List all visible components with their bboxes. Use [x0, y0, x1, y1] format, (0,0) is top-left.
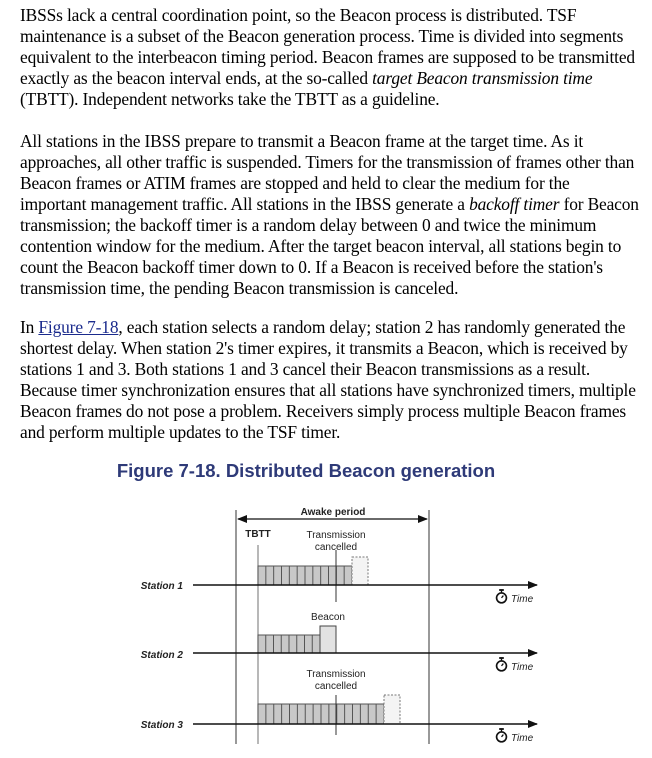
station-1-cancel-label-1: Transmission: [306, 530, 366, 541]
paragraph-backoff-timer: All stations in the IBSS prepare to transmit a Beacon frame at the target time. As it approaches, all other traffic is suspended. Timers for the transmission of frames other than Beacon frames or ATIM frames are stopped and held to clear the medium for the important management traffic. All stations in the IBSS generate a backoff timer for Beacon transmission; the backoff timer is a random delay between 0 and twice the minimum contention window for the medium. After the target beacon interval, all stations begin to count the Beacon backoff timer down to 0. If a Beacon is received before the station's transmission time, the pending Beacon transmission is canceled.: [20, 131, 639, 298]
station-3-cancel-label-2: cancelled: [314, 681, 358, 692]
station-2-time-label: Time: [511, 662, 534, 673]
paragraph-figure-explanation: In Figure 7-18, each station selects a random delay; station 2 has randomly generated the shortest delay. When station 2's timer expires, it transmits a Beacon, which is received by stations 1 and 3. Both stations 1 and 3 cancel their Beacon transmissions as a result. Because timer synchronization ensures that all stations have synchronized timers, multiple Beacon frames do not pose a problem. Receivers simply process multiple Beacon frames and perform multiple updates to the TSF timer.: [20, 317, 636, 442]
stopwatch-icon: [497, 657, 507, 671]
figure-link[interactable]: Figure 7-18: [38, 317, 119, 337]
stopwatch-icon: [497, 589, 507, 603]
station-1-timeline: [141, 530, 537, 605]
tbtt-label: TBTT: [245, 529, 271, 540]
station-3-cancel-label-1: Transmission: [306, 669, 366, 680]
awake-period-label: Awake period: [300, 507, 366, 518]
italic-term: backoff timer: [469, 194, 560, 214]
station-2-beacon-frame: [320, 626, 336, 653]
figure-caption: Figure 7-18. Distributed Beacon generation: [116, 460, 496, 481]
italic-term: target Beacon transmission time: [372, 68, 593, 88]
station-3-timeline: [141, 669, 537, 744]
stopwatch-icon: [497, 728, 507, 742]
station-3-backoff-slots: [258, 704, 384, 724]
station-2-beacon-label: Beacon: [311, 612, 345, 623]
distributed-beacon-diagram: [0, 495, 652, 758]
station-1-label: Station 1: [140, 581, 183, 592]
station-2-backoff-slots: [258, 635, 320, 653]
station-1-cancel-label-2: cancelled: [314, 542, 358, 553]
station-2-timeline: [141, 612, 537, 673]
station-1-backoff-slots: [258, 566, 352, 585]
paragraph-tbtt-intro: IBSSs lack a central coordination point, so the Beacon process is distributed. TSF maintenance is a subset of the Beacon generation process. Time is divided into segments equivalent to the interbeacon timing period. Beacon frames are supposed to be transmitted exactly as the beacon interval ends, at the so-called target Beacon transmission time (TBTT). Independent networks take the TBTT as a guideline.: [20, 5, 635, 109]
station-3-pending-frame: [384, 695, 400, 724]
station-1-time-label: Time: [511, 594, 534, 605]
station-2-label: Station 2: [140, 650, 183, 661]
station-1-pending-frame: [352, 557, 368, 585]
station-3-label: Station 3: [140, 720, 183, 731]
awake-period-marker: [238, 507, 427, 519]
station-3-time-label: Time: [511, 733, 534, 744]
